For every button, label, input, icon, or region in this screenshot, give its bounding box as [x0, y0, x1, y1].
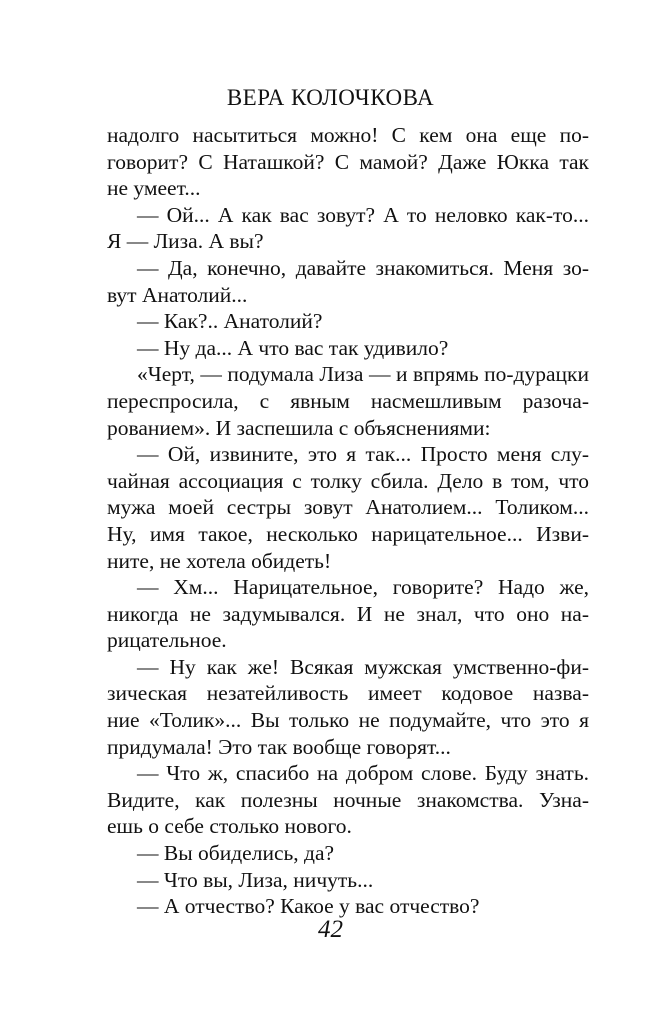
text-line: Я — Лиза. А вы? [107, 229, 264, 254]
text-line: мужа моей сестры зовут Анатолием... Толиком... [107, 495, 589, 520]
text-line: — Ну да... А что вас так удивило? [137, 335, 449, 360]
text-line: — Ой, извините, это я так... Просто меня слу- [137, 442, 589, 467]
text-line: ние «Толик»... Вы только не подумайте, что это я [107, 708, 589, 733]
body-text [107, 122, 589, 920]
text-line: надолго насытиться можно! С кем она еще по- [107, 123, 589, 147]
text-line: зическая незатейливость имеет кодовое назва- [107, 681, 589, 706]
text-line: переспросила, с явным насмешливым разоча- [107, 388, 589, 413]
running-header-author: ВЕРА КОЛОЧКОВА [226, 85, 435, 110]
text-line: — Хм... Нарицательное, говорите? Надо же, [137, 575, 589, 600]
text-line: — Ой... А как вас зовут? А то неловко как-то... [137, 202, 589, 227]
text-line: ните, не хотела обидеть! [107, 548, 332, 573]
text-line: рицательное. [107, 628, 227, 653]
text-line: Ну, имя такое, несколько нарицательное... Изви- [107, 521, 589, 546]
text-line: — Ну как же! Всякая мужская умственно-фи- [137, 654, 589, 679]
text-line: ешь о себе столько нового. [107, 814, 352, 839]
text-line: — Как?.. Анатолий? [137, 309, 323, 334]
text-line: рованием». И заспешила с объяснениями: [107, 415, 491, 440]
text-line: говорит? С Наташкой? С мамой? Даже Юкка так [107, 149, 589, 174]
text-line: никогда не задумывался. И не знал, что оно на- [107, 601, 589, 626]
text-line: придумала! Это так вообще говорят... [107, 734, 451, 759]
text-line: — Что ж, спасибо на добром слове. Буду знать. [137, 761, 589, 786]
text-line: — Что вы, Лиза, ничуть... [137, 867, 374, 892]
text-line: чайная ассоциация с толку сбила. Дело в том, что [107, 468, 589, 493]
page-number: 42 [318, 916, 343, 943]
text-line: не умеет... [107, 176, 201, 201]
text-line: — А отчество? Какое у вас отчество? [137, 894, 480, 919]
text-line: вут Анатолий... [107, 282, 248, 307]
text-line: «Черт, — подумала Лиза — и впрямь по-дурацки [137, 362, 589, 387]
text-line: — Да, конечно, давайте знакомиться. Меня зо- [137, 255, 589, 280]
text-line: Видите, как полезны ночные знакомства. Узна- [107, 787, 589, 812]
text-line: — Вы обиделись, да? [137, 841, 335, 866]
